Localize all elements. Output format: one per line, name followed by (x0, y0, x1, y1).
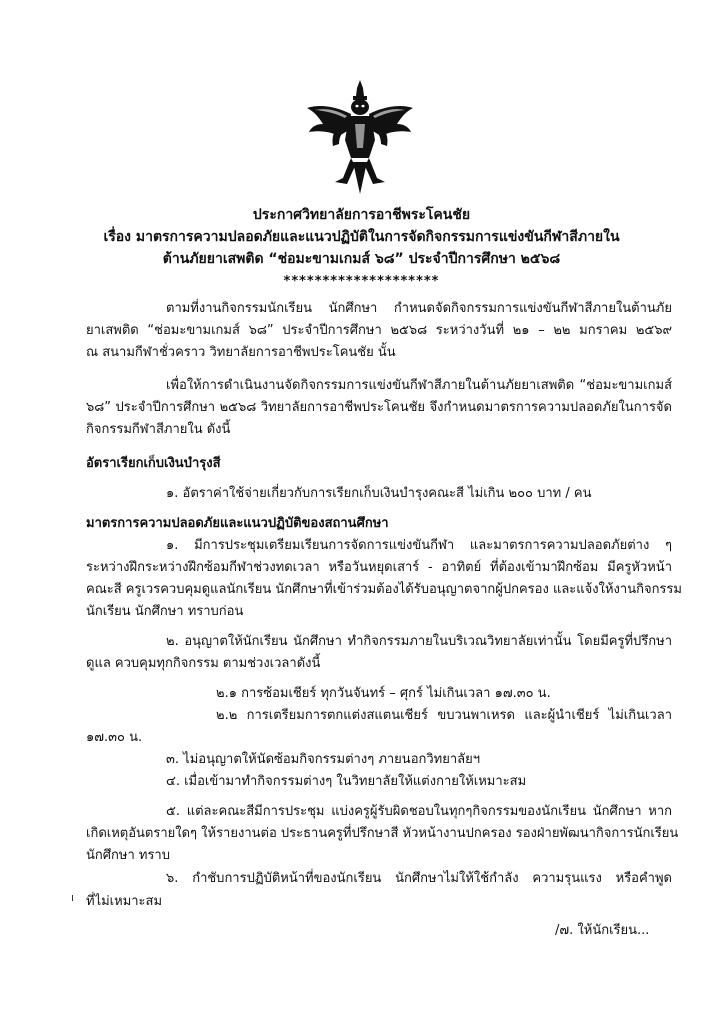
section-heading-safety: มาตรการความปลอดภัยและแนวปฏิบัติของสถานศึกษา (86, 516, 389, 531)
para2-line3: กิจกรรมกีฬาสีภายใน ดังนี้ (86, 422, 231, 437)
safety-item-2-sub1: ๒.๑ การซ้อมเชียร์ ทุกวันจันทร์ – ศุกร์ ไม่เกินเวลา ๑๗.๓๐ น. (216, 686, 551, 701)
safety-item-1-line2: ระหว่างฝึกระหว่างฝึกซ้อมกีฬาช่วงทดเวลา หรือวันหยุดเสาร์ - อาทิตย์ ที่ต้องเข้ามาฝึกซ้อม มีครูหัวหน้า (86, 560, 672, 575)
announcement-subject: เรื่อง มาตรการความปลอดภัยและแนวปฏิบัติในการจัดกิจกรรมการแข่งขันกีฬาสีภายใน (103, 229, 620, 245)
section-heading-fees: อัตราเรียกเก็บเงินบำรุงสี (86, 456, 221, 471)
safety-item-4: ๔. เมื่อเข้ามาทำกิจกรรมต่างๆ ในวิทยาลัยให้แต่งกายให้เหมาะสม (166, 774, 527, 789)
scan-mark (72, 895, 73, 901)
para2-line1: เพื่อให้การดำเนินงานจัดกิจกรรมการแข่งขันกีฬาสีภายในต้านภัยยาเสพติด “ช่อมะขามเกมส์ (166, 378, 672, 393)
safety-item-5-line1: ๕. แต่ละคณะสีมีการประชุม แบ่งครูผู้รับผิดชอบในทุกๆกิจกรรมของนักเรียน นักศึกษา หาก (166, 804, 672, 819)
safety-item-2-line2: ดูแล ควบคุมทุกกิจกรรม ตามช่วงเวลาดังนี้ (86, 656, 321, 671)
safety-item-2-sub2-cont: ๑๗.๓๐ น. (86, 730, 143, 745)
announcement-subject-cont: ต้านภัยยาเสพติด “ช่อมะขามเกมส์ ๖๘” ประจำปีการศึกษา ๒๕๖๘ (162, 251, 561, 267)
para1-line2: ยาเสพติด “ช่อมะขามเกมส์ ๖๘” ประจำปีการศึกษา ๒๕๖๘ ระหว่างวันที่ ๒๑ – ๒๒ มกราคม ๒๕๖๙ (86, 323, 672, 338)
para2-line2: ๖๘” ประจำปีการศึกษา ๒๕๖๘ วิทยาลัยการอาชีพประโคนชัย จึงกำหนดมาตรการความปลอดภัยในการจัด (86, 400, 672, 415)
safety-item-3: ๓. ไม่อนุญาตให้นัดซ้อมกิจกรรมต่างๆ ภายนอกวิทยาลัยฯ (166, 752, 481, 767)
safety-item-5-line2: เกิดเหตุอันตรายใดๆ ให้รายงานต่อ ประธานครูที่ปรึกษาสี หัวหน้างานปกครอง รองฝ่ายพัฒนากิจการนักเรียน (86, 826, 679, 841)
garuda-emblem-icon (305, 78, 415, 196)
announcement-title: ประกาศวิทยาลัยการอาชีพระโคนชัย (252, 207, 471, 223)
safety-item-2-line1: ๒. อนุญาตให้นักเรียน นักศึกษา ทำกิจกรรมภายในบริเวณวิทยาลัยเท่านั้น โดยมีครูที่ปรึกษา (166, 634, 672, 649)
safety-item-6-line2: ที่ไม่เหมาะสม (86, 894, 163, 909)
safety-item-2-sub2: ๒.๒ การเตรียมการตกแต่งสแตนเชียร์ ขบวนพาเหรด และผู้นำเชียร์ ไม่เกินเวลา (216, 708, 672, 723)
continuation-note: /๗. ให้นักเรียน... (555, 923, 650, 938)
safety-item-5-line3: นักศึกษา ทราบ (86, 848, 170, 863)
para1-line1: ตามที่งานกิจกรรมนักเรียน นักศึกษา กำหนดจัดกิจกรรมการแข่งขันกีฬาสีภายในต้านภัย (166, 301, 672, 316)
para1-line3: ณ สนามกีฬาชั่วคราว วิทยาลัยการอาชีพประโคนชัย นั้น (86, 345, 396, 360)
safety-item-1-line1: ๑. มีการประชุมเตรียมเรียนการจัดการแข่งขันกีฬา และมาตรการความปลอดภัยต่าง ๆ (166, 538, 672, 553)
safety-item-1-line3: คณะสี ครูเวรควบคุมดูแลนักเรียน นักศึกษาที่เข้าร่วมต้องได้รับอนุญาตจากผู้ปกครอง และแจ้งให้งานกิจกรรม (86, 582, 682, 597)
safety-item-1-line4: นักเรียน นักศึกษา ทราบก่อน (86, 604, 244, 619)
title-separator: ******************** (283, 274, 440, 289)
fee-item-1: ๑. อัตราค่าใช้จ่ายเกี่ยวกับการเรียกเก็บเงินบำรุงคณะสี ไม่เกิน ๒๐๐ บาท / คน (166, 486, 592, 501)
safety-item-6-line1: ๖. กำชับการปฏิบัติหน้าที่ของนักเรียน นักศึกษาไม่ให้ใช้กำลัง ความรุนแรง หรือคำพูด (166, 871, 672, 886)
